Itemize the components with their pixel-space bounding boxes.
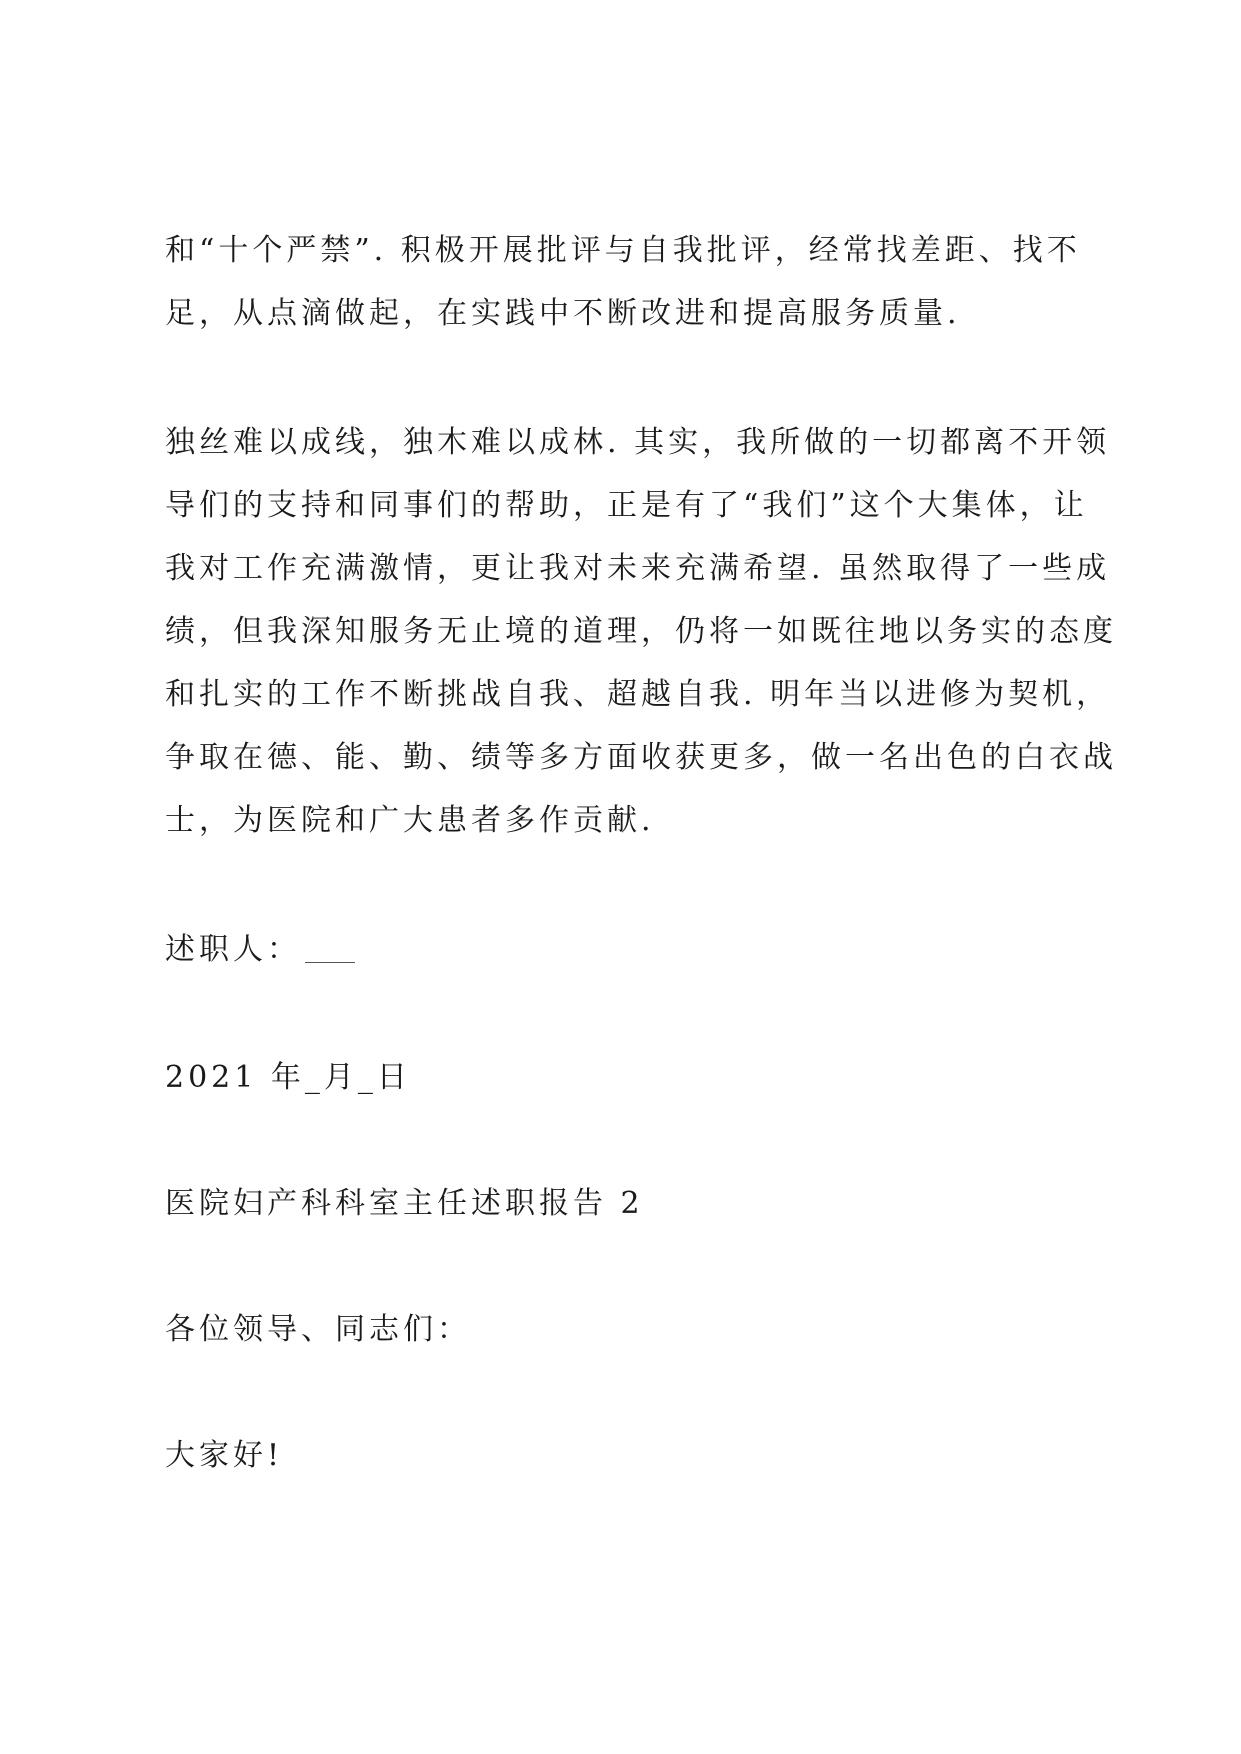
text-line: 导们的支持和同事们的帮助，正是有了“我们”这个大集体，让 (165, 488, 1088, 523)
report-title: 医院妇产科科室主任述职报告 2 (165, 1186, 644, 1221)
salutation: 大家好! (165, 1438, 284, 1473)
paragraph-service-quality (165, 219, 1095, 345)
signature-blank (305, 940, 355, 963)
text-line: 足，从点滴做起，在实践中不断改进和提高服务质量. (165, 296, 961, 331)
text-line: 绩，但我深知服务无止境的道理，仍将一如既往地以务实的态度 (165, 614, 1117, 649)
signature-line (165, 918, 355, 981)
signature-label: 述职人： (165, 932, 301, 967)
text-line: 士，为医院和广大患者多作贡献. (165, 803, 655, 838)
text-line: 和扎实的工作不断挑战自我、超越自我. 明年当以进修为契机， (165, 677, 1111, 712)
text-line: 独丝难以成线，独木难以成林. 其实，我所做的一切都离不开领 (165, 425, 1111, 460)
paragraph-teamwork (165, 411, 1117, 852)
text-line: 我对工作充满激情，更让我对未来充满希望. 虽然取得了一些成 (165, 551, 1111, 586)
date-line: 2021 年_月_日 (165, 1060, 411, 1095)
greeting: 各位领导、同志们： (165, 1312, 471, 1347)
text-line: 和“十个严禁”. 积极开展批评与自我批评，经常找差距、找不 (165, 233, 1081, 268)
text-line: 争取在德、能、勤、绩等多方面收获更多，做一名出色的白衣战 (165, 740, 1117, 775)
